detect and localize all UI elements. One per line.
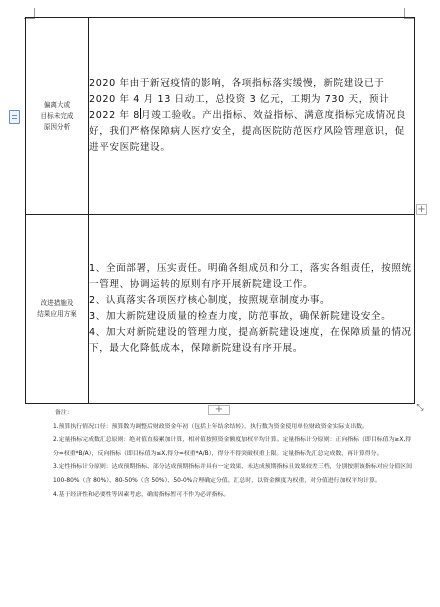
label-line: 目标未完成: [40, 111, 74, 120]
notes-title: 备注：: [55, 410, 73, 416]
measure-item: 4、加大对新院建设的管理力度，提高新院建设速度，在保障质量的情况下，最大化降低成本，保障新院建设有序开展。: [89, 327, 412, 354]
measure-item: 1、全面部署，压实责任。明确各组成员和分工，落实各组责任，按照统一管理、协调运转的原则有序开展新院建设工作。: [89, 263, 412, 290]
note-item: 1.预算执行情况口径：预算数为调整后财政资金年初（包括上年结余结转），执行数为资金使用单位财政资金实际支出数。: [53, 423, 368, 430]
deviation-analysis-text[interactable]: [89, 18, 415, 215]
deviation-analysis-label: [26, 18, 89, 215]
label-line: 改进措施及: [40, 299, 74, 307]
evaluation-table: [25, 17, 415, 404]
notes-section: [53, 407, 415, 502]
add-row-handle[interactable]: +: [208, 405, 230, 415]
note-item: 4.基于经济性和必要性等因素考虑，确需指标暂可不作为必评指标。: [53, 491, 230, 498]
add-column-handle[interactable]: +: [417, 204, 426, 215]
document-note-icon[interactable]: [9, 110, 20, 124]
label-line: 结果应用方案: [37, 310, 77, 318]
content-text: 2020 年由于新冠疫情的影响，各项指标落实缓慢，新院建设已于 2020 年 4 月 13 日动工，总投资 3 亿元，工期为 730 天，预计 2022 年 8: [89, 78, 390, 121]
improvement-measures-label: [26, 215, 89, 404]
content-text: 月竣工验收。产出指标、效益指标、满意度指标完成情况良好，我们严格保障病人医疗安全，提高医院防范医疗风险管理意识，促进平安医院建设。: [89, 110, 407, 153]
table-resize-icon[interactable]: ⤡: [416, 403, 424, 413]
improvement-measures-text[interactable]: [89, 215, 415, 404]
label-line: 偏离大或: [43, 100, 71, 109]
note-item: 3.定性指标计分原则：达成预期指标、部分达成预期指标并具有一定效果、未达成预期指标且效果较差三档，分别按照该指标对应分值区间 100-80%（含 80%）、80-50%（含 50%）、50-0%合理确定分值。汇总时，以资金额度为权重，对分值进行加权平均计算。: [53, 464, 413, 484]
measure-item: 2、认真落实各项医疗核心制度，按照规章制度办事。: [89, 295, 331, 306]
label-line: 原因分析: [43, 122, 71, 131]
table-row-deviation-analysis: [26, 18, 415, 215]
note-item: 2.定量指标完成数汇总原则：绝对值直接累加计算，相对值按照资金额度加权平均计算。定量指标计分原则：正向指标（即目标值为≥X,得分=权重*B/A），反向指标（即目标值为≤X,得分=权重*A/B），得分不得突破权重上限。定量指标先汇总完成数，再计算得分。: [53, 437, 412, 457]
table-row-improvement-measures: [26, 215, 415, 404]
measure-item: 3、加大新院建设质量的检查力度，防范事故，确保新院建设安全。: [89, 311, 392, 322]
